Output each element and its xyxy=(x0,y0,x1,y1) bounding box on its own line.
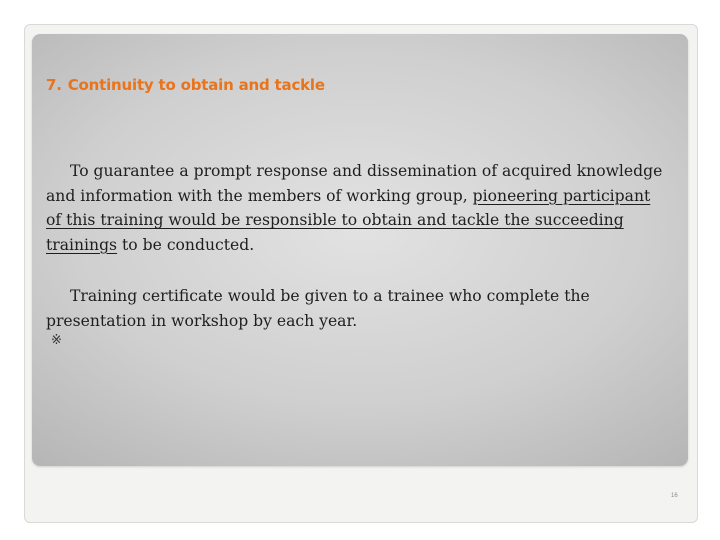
heading-number: 7. xyxy=(46,76,62,94)
paragraph-certificate-text: Training certificate would be given to a trainee who complete the presentation in workshop by each year. xyxy=(46,287,590,330)
paragraph-certificate xyxy=(46,284,666,333)
page-number: 16 xyxy=(671,493,678,499)
heading-title: Continuity to obtain and tackle xyxy=(67,76,325,94)
paragraph-continuity xyxy=(46,159,666,257)
paragraph-continuity-tail: to be conducted. xyxy=(117,235,255,254)
slide-heading xyxy=(46,76,325,94)
paragraph-continuity-underlined: pioneering participant of this training would be responsible to obtain and tackle the succeeding trainings xyxy=(46,186,651,254)
reference-mark-icon: ※ xyxy=(51,333,62,348)
paragraph-continuity-lead: To guarantee a prompt response and dissemination of acquired knowledge and information with the members of working group, xyxy=(46,162,663,205)
